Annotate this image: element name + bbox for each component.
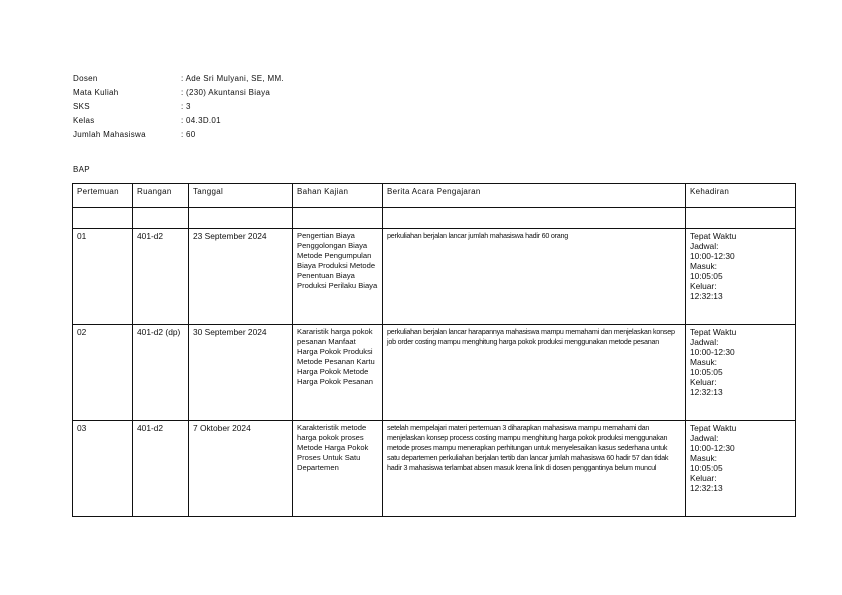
table-spacer-row [73,208,796,229]
kehadiran-keluar: 12:32:13 [690,387,723,397]
info-label: Mata Kuliah [73,88,119,97]
kehadiran-masuk: 10:05:05 [690,271,723,281]
spacer-cell [73,208,133,229]
cell-berita-acara: perkuliahan berjalan lancar harapannya mahasiswa mampu memahami dan menjelaskan konsep job order costing mampu menghitung harga pokok produksi menggunakan metode pesanan [383,325,686,421]
cell-tanggal: 30 September 2024 [189,325,293,421]
info-label: SKS [73,102,90,111]
kehadiran-status: Tepat Waktu [690,231,737,241]
header-tanggal: Tanggal [189,184,293,208]
spacer-cell [133,208,189,229]
table-row [73,229,796,325]
cell-tanggal: 7 Oktober 2024 [189,421,293,517]
info-row-mata-kuliah [73,86,284,100]
info-value: : (230) Akuntansi Biaya [181,88,271,97]
kehadiran-masuk: 10:05:05 [690,367,723,377]
info-label: Kelas [73,116,95,125]
cell-pertemuan: 01 [73,229,133,325]
kehadiran-status: Tepat Waktu [690,423,737,433]
cell-kehadiran [686,421,796,517]
info-value: : 3 [181,102,191,111]
table-row [73,325,796,421]
spacer-cell [293,208,383,229]
cell-kehadiran [686,325,796,421]
kehadiran-jadwal: 10:00-12:30 [690,251,735,261]
kehadiran-keluar-label: Keluar: [690,377,717,387]
info-row-dosen [73,72,284,86]
info-value: : 60 [181,130,196,139]
table-header-row [73,184,796,208]
kehadiran-keluar-label: Keluar: [690,473,717,483]
cell-berita-acara: setelah mempelajari materi pertemuan 3 diharapkan mahasiswa mampu memahami dan menjelaskan konsep process costing mampu menghitung harga pokok produksi menggunakan metode proses mampu menerapkan perhitungan untuk menyelesaikan kasus sederhana untuk satu departemen perkuliahan berjalan tertib dan lancar jumlah mahasiswa 60 hadir 57 dan tidak hadir 3 mahasiswa terlambat absen masuk krena link di dosen penggantinya belum muncul [383,421,686,517]
cell-kehadiran [686,229,796,325]
cell-pertemuan: 02 [73,325,133,421]
kehadiran-jadwal-label: Jadwal: [690,433,719,443]
kehadiran-jadwal-label: Jadwal: [690,241,719,251]
kehadiran-keluar: 12:32:13 [690,291,723,301]
kehadiran-masuk-label: Masuk: [690,453,717,463]
table-row [73,421,796,517]
bap-title: BAP [73,165,90,174]
cell-ruangan: 401-d2 [133,229,189,325]
header-kehadiran: Kehadiran [686,184,796,208]
info-label: Jumlah Mahasiswa [73,130,146,139]
cell-ruangan: 401-d2 (dp) [133,325,189,421]
spacer-cell [686,208,796,229]
header-ruangan: Ruangan [133,184,189,208]
bap-table [72,183,796,517]
kehadiran-masuk-label: Masuk: [690,261,717,271]
cell-bahan-kajian: Pengertian Biaya Penggolongan Biaya Metode Pengumpulan Biaya Produksi Metode Penentuan Biaya Produksi Perilaku Biaya [293,229,383,325]
cell-bahan-kajian: Kararistik harga pokok pesanan Manfaat Harga Pokok Produksi Metode Pesanan Kartu Harga Pokok Metode Harga Pokok Pesanan [293,325,383,421]
cell-bahan-kajian: Karakteristik metode harga pokok proses Metode Harga Pokok Proses Untuk Satu Departemen [293,421,383,517]
info-row-kelas [73,114,284,128]
info-value: : Ade Sri Mulyani, SE, MM. [181,74,284,83]
kehadiran-status: Tepat Waktu [690,327,737,337]
kehadiran-jadwal: 10:00-12:30 [690,347,735,357]
cell-pertemuan: 03 [73,421,133,517]
info-row-sks [73,100,284,114]
kehadiran-jadwal-label: Jadwal: [690,337,719,347]
cell-ruangan: 401-d2 [133,421,189,517]
header-pertemuan: Pertemuan [73,184,133,208]
spacer-cell [189,208,293,229]
kehadiran-masuk: 10:05:05 [690,463,723,473]
header-berita-acara: Berita Acara Pengajaran [383,184,686,208]
kehadiran-jadwal: 10:00-12:30 [690,443,735,453]
spacer-cell [383,208,686,229]
cell-berita-acara: perkuliahan berjalan lancar jumlah mahasiswa hadir 60 orang [383,229,686,325]
info-row-jumlah-mahasiswa [73,128,284,142]
kehadiran-keluar: 12:32:13 [690,483,723,493]
course-info [73,72,284,142]
header-bahan-kajian: Bahan Kajian [293,184,383,208]
info-label: Dosen [73,74,98,83]
info-value: : 04.3D.01 [181,116,221,125]
kehadiran-keluar-label: Keluar: [690,281,717,291]
kehadiran-masuk-label: Masuk: [690,357,717,367]
cell-tanggal: 23 September 2024 [189,229,293,325]
